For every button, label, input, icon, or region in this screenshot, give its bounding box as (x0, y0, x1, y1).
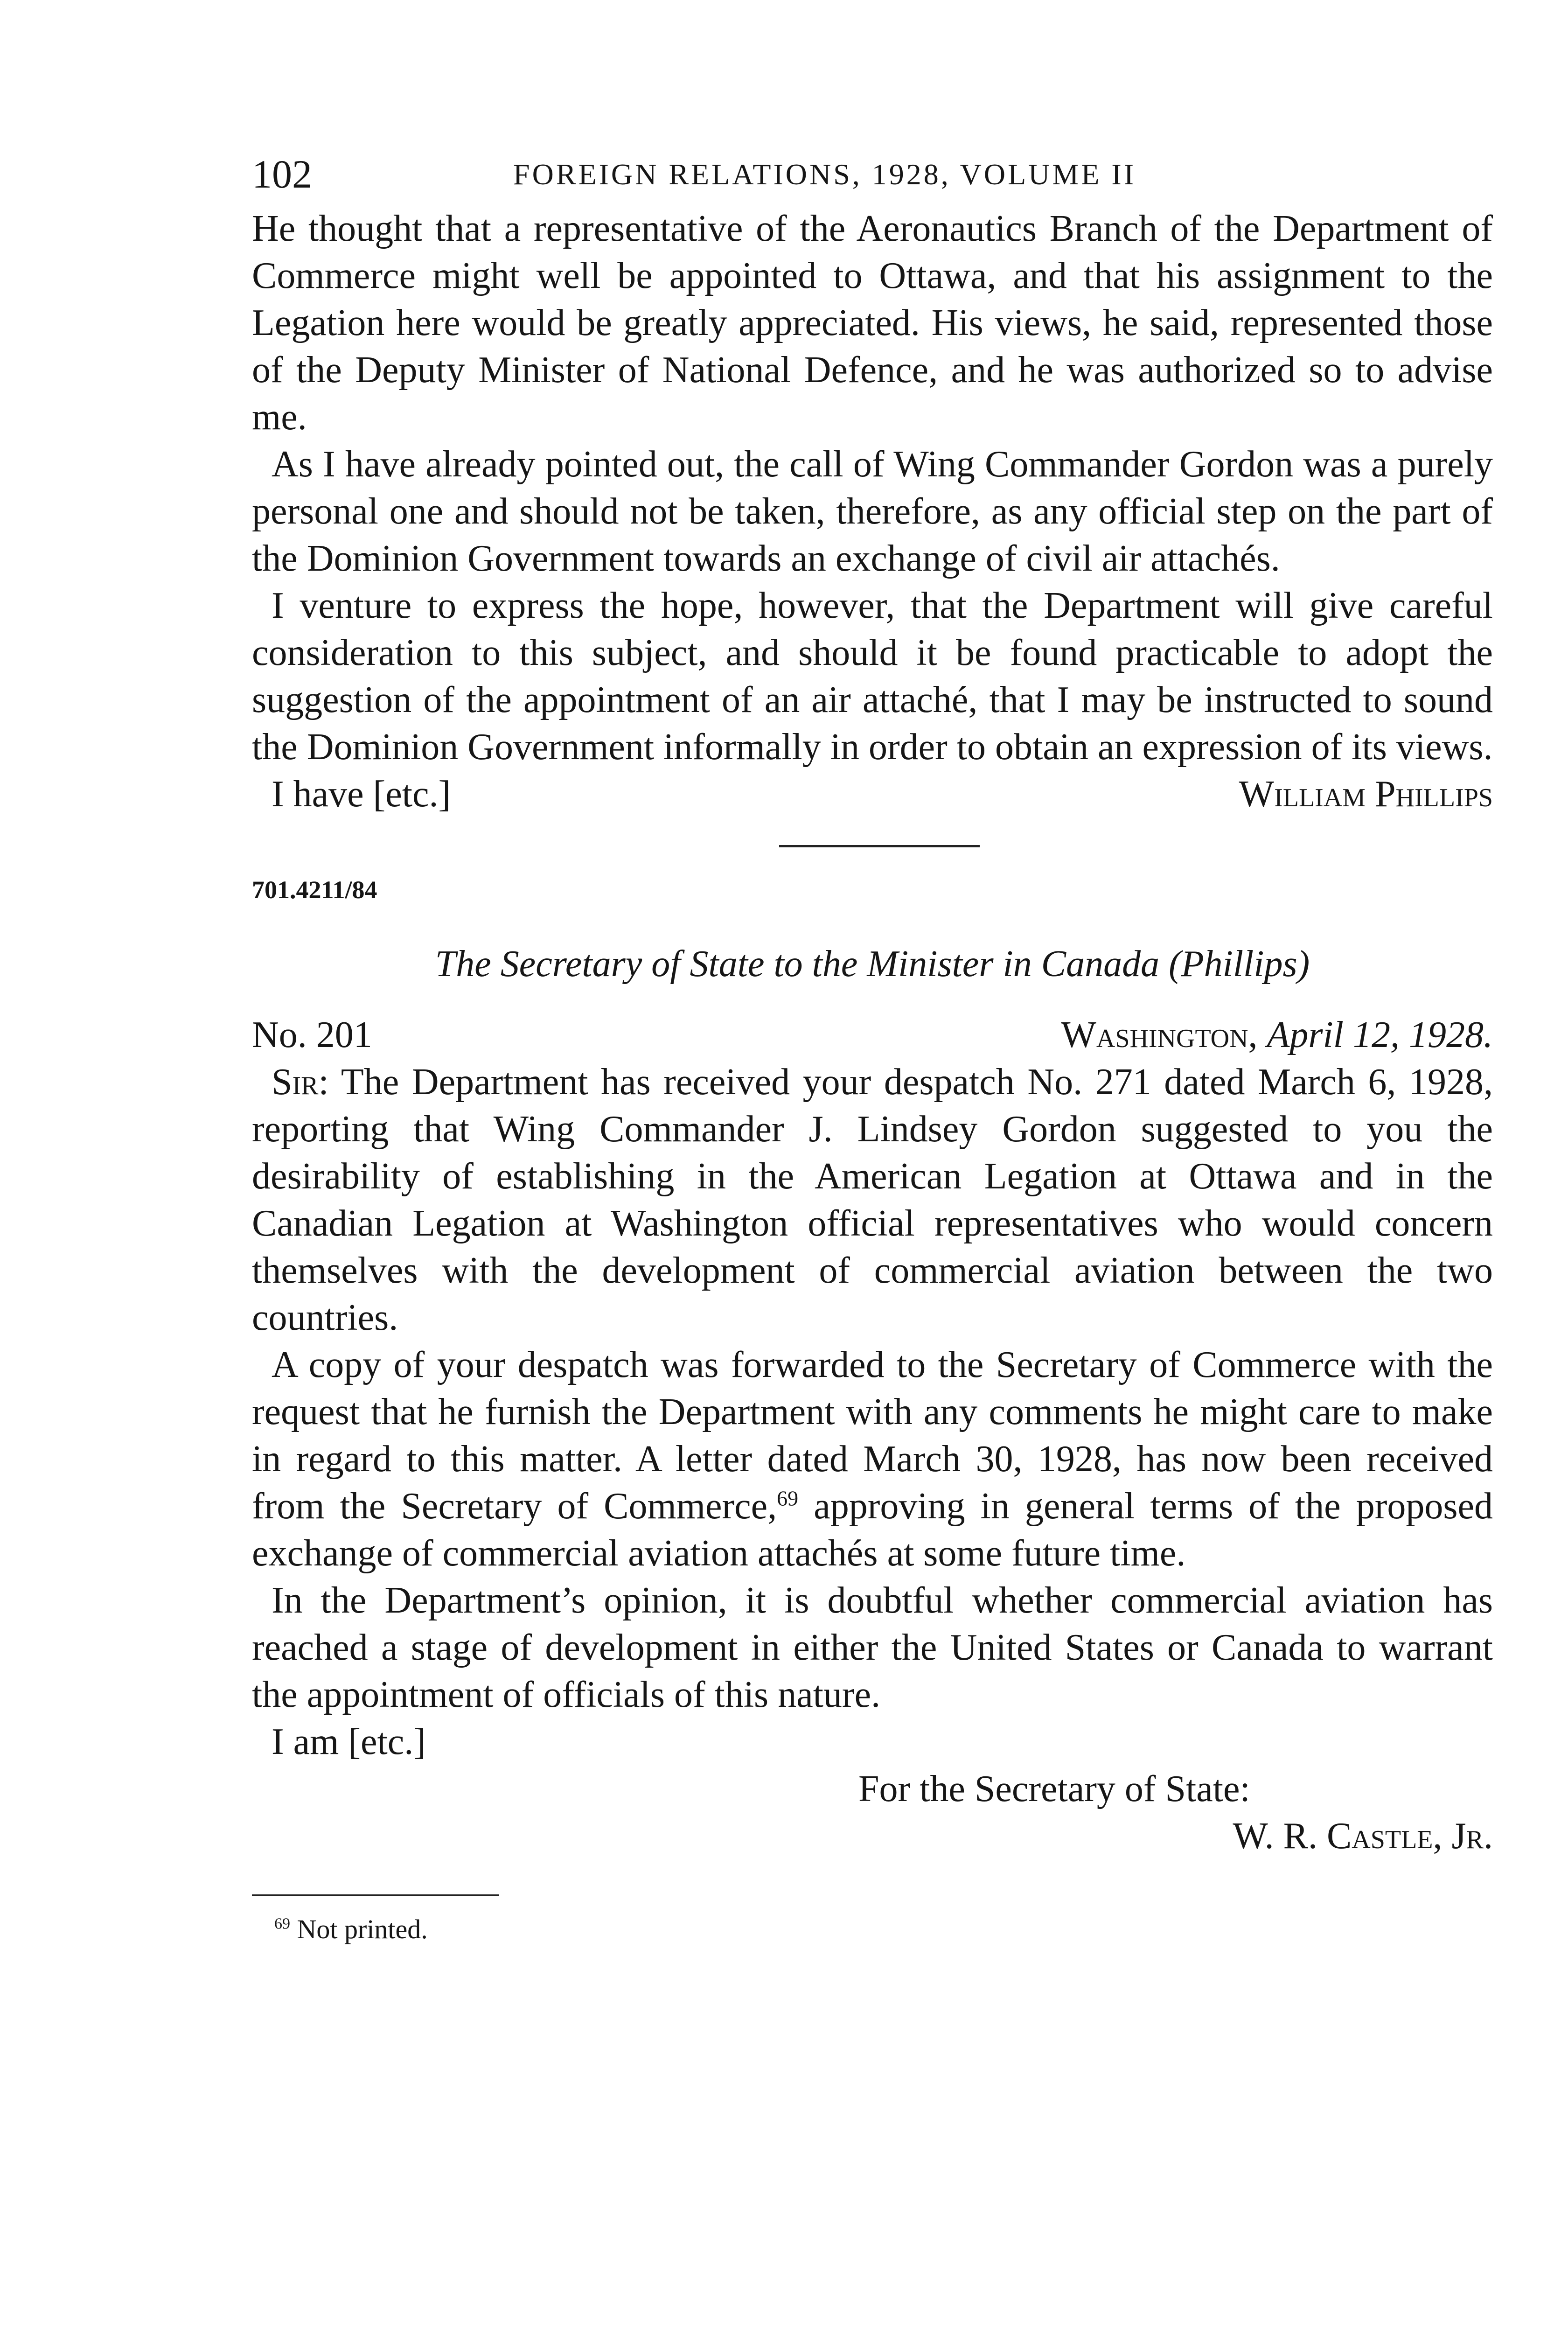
document-title: The Secretary of State to the Minister in Canada (Phillips) (435, 943, 1310, 985)
paragraph-text: A copy of your despatch was forwarded to the Secretary of Commerce with the request that he furnish the Department with any comments he might care to make in regard to this matter. A letter dated March 30, 1928, has now been received from the Secretary of Commerce, (252, 1344, 1493, 1527)
place-date (1061, 1012, 1493, 1059)
paragraph: As I have already pointed out, the call of Wing Commander Gordon was a purely personal one and should not be taken, therefore, as any official step on the part of the Dominion Government towards an exchange of civil air attachés. (252, 444, 1493, 579)
signature-line: For the Secretary of State: (858, 1768, 1250, 1809)
despatch-number: No. 201 (252, 1014, 372, 1055)
place: Washington, (1061, 1014, 1258, 1055)
section-divider (779, 845, 980, 847)
paragraph: In the Department’s opinion, it is doubtful whether commercial aviation has reached a stage of development in either the United States or Canada to warrant the appointment of officials of this nature. (252, 1580, 1493, 1715)
closing-phrase: I am [etc.] (272, 1721, 426, 1762)
paragraph (252, 1341, 1493, 1577)
document-page (252, 154, 1493, 1946)
footnote-text: Not printed. (297, 1914, 428, 1944)
file-number: 701.4211/84 (252, 876, 377, 904)
paragraph-text: approving in general terms of the proposed exchange of commercial aviation attachés at some future time. (252, 1486, 1493, 1574)
footnote-divider (252, 1894, 499, 1896)
letter-body (252, 1059, 1493, 1766)
signature-name: W. R. Castle, Jr. (1233, 1816, 1493, 1857)
footnote-reference: 69 (777, 1486, 799, 1510)
closing-line (252, 771, 1493, 818)
paragraph: I venture to express the hope, however, that the Department will give careful consideration to this subject, and should it be found practicable to adopt the suggestion of the appointment of an air attaché, that I may be instructed to sound the Dominion Government informally in order to obtain an expression of its views. (252, 585, 1493, 768)
page-header (252, 154, 1493, 205)
dateline (252, 1012, 1493, 1059)
signature-block (252, 1766, 1493, 1860)
continuation-letter (252, 205, 1493, 771)
closing-phrase: I have [etc.] (272, 774, 451, 815)
running-head: FOREIGN RELATIONS, 1928, VOLUME II (513, 158, 1136, 191)
footnote (252, 1913, 1493, 1946)
page-number: 102 (252, 152, 312, 196)
paragraph-text: The Department has received your despatch No. 271 dated March 6, 1928, reporting that Wing Commander J. Lindsey Gordon suggested to you the desirability of establishing in the American Legation at Ottawa and in the Canadian Legation at Washington official representatives who would concern themselves with the development of commercial aviation between the two countries. (252, 1062, 1493, 1338)
signature: William Phillips (1239, 774, 1493, 815)
date: April 12, 1928. (1267, 1014, 1493, 1055)
paragraph (252, 1059, 1493, 1341)
footnote-marker: 69 (274, 1915, 290, 1933)
paragraph: He thought that a representative of the Aeronautics Branch of the Department of Commerce might well be appointed to Ottawa, and that his assignment to the Legation here would be greatly appreciated. His views, he said, represented those of the Deputy Minister of National Defence, and he was authorized so to advise me. (252, 208, 1493, 438)
salutation: Sir: (272, 1062, 329, 1103)
